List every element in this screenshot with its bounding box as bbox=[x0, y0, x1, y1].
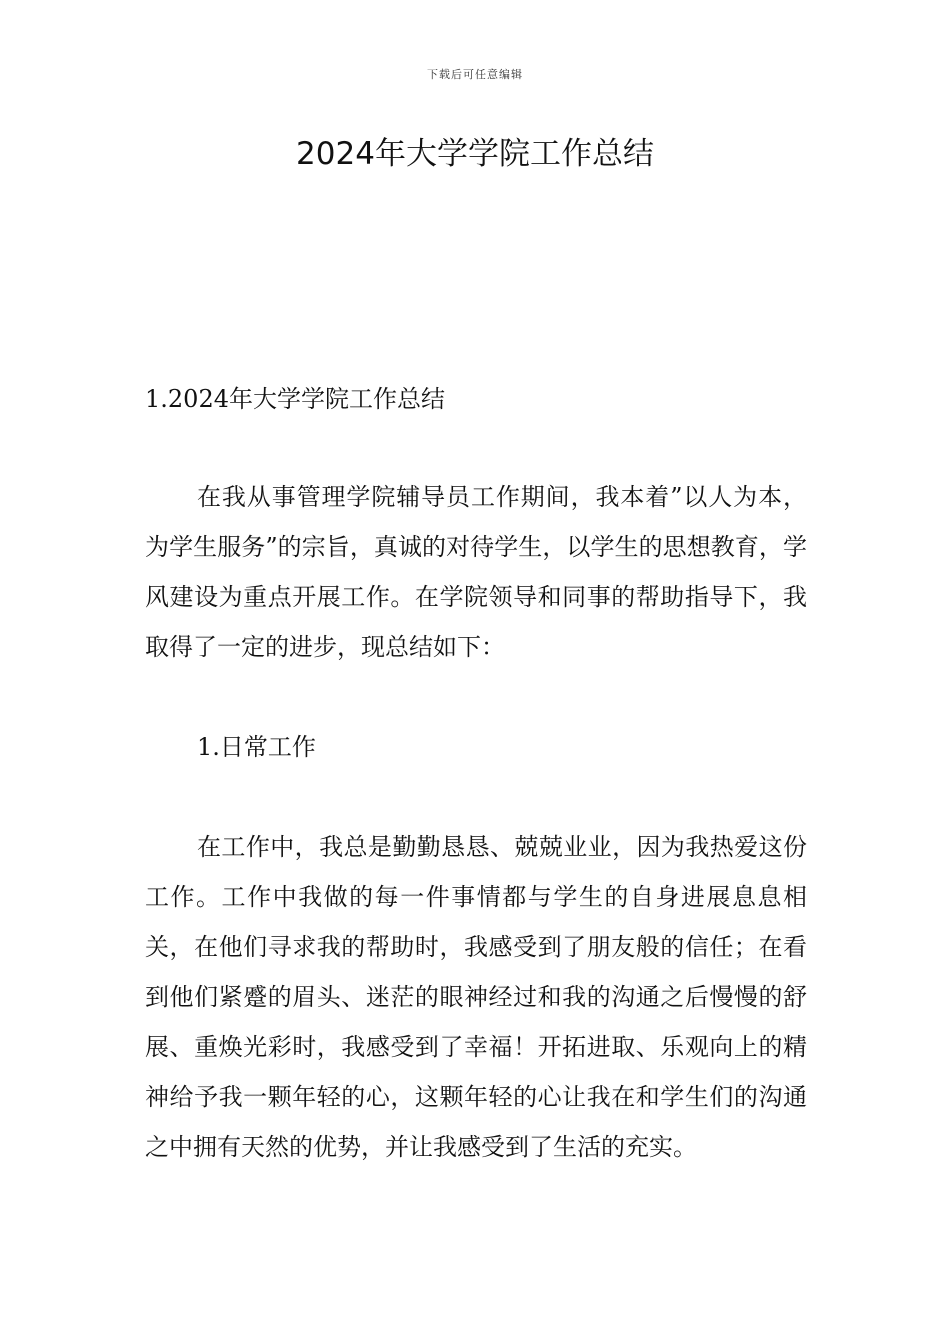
daily-work-paragraph: 在工作中，我总是勤勤恳恳、兢兢业业，因为我热爱这份工作。工作中我做的每一件事情都与学生的自身进展息息相关，在他们寻求我的帮助时，我感受到了朋友般的信任；在看到他们紧蹙的眉头、迷茫的眼神经过和我的沟通之后慢慢的舒展、重焕光彩时，我感受到了幸福！开拓进取、乐观向上的精神给予我一颗年轻的心，这颗年轻的心让我在和学生们的沟通之中拥有天然的优势，并让我感受到了生活的充实。 bbox=[145, 833, 807, 1161]
document-title: 2024年大学学院工作总结 bbox=[296, 136, 654, 172]
daily-work-heading: 1.日常工作 bbox=[197, 733, 316, 761]
intro-paragraph: 在我从事管理学院辅导员工作期间，我本着”以人为本，为学生服务”的宗旨，真诚的对待学生，以学生的思想教育，学风建设为重点开展工作。在学院领导和同事的帮助指导下，我取得了一定的进步，现总结如下： bbox=[145, 483, 807, 661]
header-note: 下载后可任意编辑 bbox=[427, 68, 523, 81]
section-heading: 1.2024年大学学院工作总结 bbox=[145, 385, 445, 413]
